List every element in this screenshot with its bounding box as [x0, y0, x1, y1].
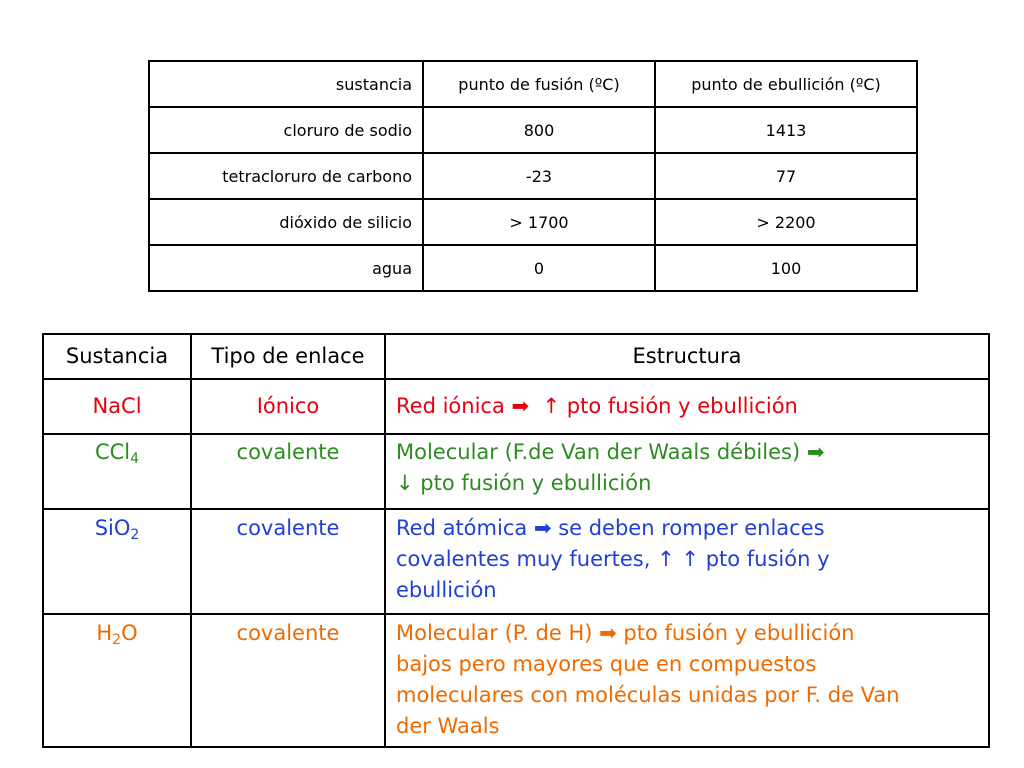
- boiling-point-cell: 100: [655, 245, 917, 291]
- structure-text: moleculares con moléculas unidas por F. de Van: [396, 683, 900, 707]
- table-row: [43, 379, 989, 434]
- table-row: [43, 434, 989, 509]
- boiling-point-cell: 77: [655, 153, 917, 199]
- arrow-icon: ↑: [657, 547, 675, 571]
- header-cell: punto de ebullición (ºC): [655, 61, 917, 107]
- structure-text: Molecular (P. de H): [396, 621, 600, 645]
- formula-cell: [43, 614, 191, 747]
- structure-cell: [385, 379, 989, 434]
- formula-text: NaCl: [92, 394, 142, 418]
- structure-line: [396, 391, 978, 422]
- table-row: [149, 199, 917, 245]
- table-row: [149, 153, 917, 199]
- table-row: [43, 509, 989, 614]
- structure-line: [396, 437, 978, 468]
- bond-type-cell: covalente: [191, 509, 385, 614]
- header-cell: Tipo de enlace: [191, 334, 385, 379]
- formula-cell: [43, 434, 191, 509]
- formula-cell: [43, 379, 191, 434]
- header-cell: Estructura: [385, 334, 989, 379]
- header-cell: Sustancia: [43, 334, 191, 379]
- arrow-icon: ➡: [511, 394, 530, 418]
- arrow-icon: ↓: [396, 471, 414, 495]
- structure-text: [529, 394, 542, 418]
- structure-line: [396, 711, 978, 742]
- structure-text: ebullición: [396, 578, 497, 602]
- melting-point-cell: -23: [423, 153, 655, 199]
- bond-type-cell: Iónico: [191, 379, 385, 434]
- structure-text: [675, 547, 682, 571]
- structure-line: [396, 544, 978, 575]
- boiling-point-cell: 1413: [655, 107, 917, 153]
- formula-text: CCl: [94, 440, 131, 464]
- structure-text: Red atómica: [396, 516, 534, 540]
- formula-subscript: 2: [130, 527, 140, 543]
- structure-line: [396, 618, 978, 649]
- structure-text: pto fusión y: [699, 547, 830, 571]
- table-header-row: [43, 334, 989, 379]
- substance-cell: cloruro de sodio: [149, 107, 423, 153]
- structure-text: Molecular (F.de Van der Waals débiles): [396, 440, 807, 464]
- structure-text: covalentes muy fuertes,: [396, 547, 658, 571]
- formula-subscript: 4: [130, 451, 140, 467]
- structure-text: bajos pero mayores que en compuestos: [396, 652, 817, 676]
- formula-cell: [43, 509, 191, 614]
- table-row: [149, 107, 917, 153]
- structure-text: se deben romper enlaces: [551, 516, 825, 540]
- arrow-icon: ➡: [533, 516, 552, 540]
- formula-text: H: [96, 621, 113, 645]
- structure-cell: [385, 509, 989, 614]
- formula-tail: O: [121, 621, 138, 645]
- formula-text: SiO: [94, 516, 131, 540]
- structure-text: der Waals: [396, 714, 500, 738]
- melting-point-cell: 800: [423, 107, 655, 153]
- bond-type-cell: covalente: [191, 614, 385, 747]
- bond-type-cell: covalente: [191, 434, 385, 509]
- structure-text: pto fusión y ebullición: [616, 621, 855, 645]
- structure-cell: [385, 434, 989, 509]
- table-row: [149, 245, 917, 291]
- structure-line: [396, 680, 978, 711]
- arrow-icon: ↑: [542, 394, 561, 418]
- structure-line: [396, 575, 978, 606]
- structure-text: pto fusión y ebullición: [413, 471, 652, 495]
- arrow-icon: ➡: [806, 440, 825, 464]
- melting-point-cell: 0: [423, 245, 655, 291]
- substance-cell: dióxido de silicio: [149, 199, 423, 245]
- table-row: [43, 614, 989, 747]
- structure-line: [396, 513, 978, 544]
- melting-point-cell: > 1700: [423, 199, 655, 245]
- structure-text: Red iónica: [396, 394, 512, 418]
- melting-boiling-points-table: [148, 60, 918, 292]
- formula-subscript: 2: [112, 632, 122, 648]
- arrow-icon: ➡: [599, 621, 617, 645]
- structure-cell: [385, 614, 989, 747]
- table-header-row: [149, 61, 917, 107]
- arrow-icon: ↑: [681, 547, 700, 571]
- header-cell: sustancia: [149, 61, 423, 107]
- bond-structure-table: [42, 333, 990, 748]
- boiling-point-cell: > 2200: [655, 199, 917, 245]
- structure-line: [396, 468, 978, 499]
- substance-cell: tetracloruro de carbono: [149, 153, 423, 199]
- substance-cell: agua: [149, 245, 423, 291]
- header-cell: punto de fusión (ºC): [423, 61, 655, 107]
- structure-text: pto fusión y ebullición: [560, 394, 798, 418]
- structure-line: [396, 649, 978, 680]
